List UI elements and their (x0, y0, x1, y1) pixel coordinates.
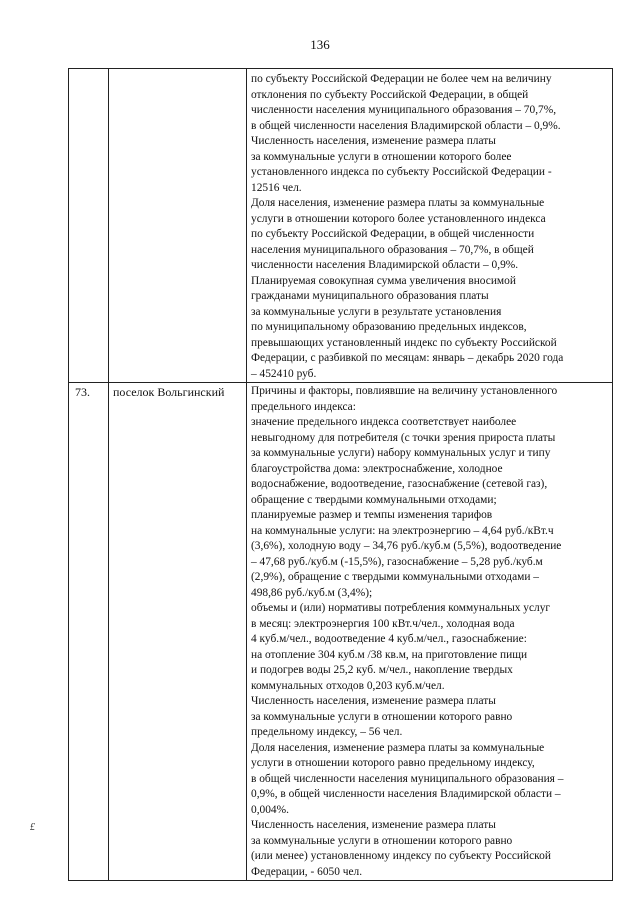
row-number-cell: 73. (69, 383, 109, 881)
text-line: Численность населения, изменение размера платы (251, 819, 496, 831)
text-line: невыгодному для потребителя (с точки зрения прироста платы (251, 431, 556, 444)
text-line: по субъекту Российской Федерации, в общей численности (251, 228, 535, 240)
text-line: отклонения по субъекту Российской Федерации, в общей (251, 88, 529, 101)
text-line: коммунальных отходов 0,203 куб.м/чел. (251, 679, 445, 692)
text-line: (2,9%), обращение с твердыми коммунальными отходами – (251, 571, 539, 583)
text-line: в общей численности населения Владимирской области – 0,9%. (251, 119, 561, 132)
description-cell (247, 69, 613, 383)
text-line: предельному индексу, – 56 чел. (251, 726, 403, 738)
text-line: 4 куб.м/чел., водоотведение 4 куб.м/чел., газоснабжение: (251, 633, 527, 645)
text-line: Федерации, - 6050 чел. (251, 865, 363, 878)
text-line: Доля населения, изменение размера платы за коммунальные (251, 197, 545, 209)
text-line: планируемые размер и темпы изменения тарифов (251, 509, 493, 521)
text-line: водоснабжение, водоотведение, газоснабжение (сетевой газ), (251, 478, 548, 490)
text-line: Федерации, с разбивкой по месяцам: январь – декабрь 2020 года (251, 352, 564, 364)
text-line: на отопление 304 куб.м /38 кв.м, на приготовление пищи (251, 648, 528, 661)
text-line: (3,6%), холодную воду – 34,76 руб./куб.м (5,5%), водоотведение (251, 540, 562, 552)
text-line: 0,9%, в общей численности населения Владимирской области – (251, 788, 561, 800)
row-number-cell (69, 69, 109, 383)
text-line: 498,86 руб./куб.м (3,4%); (251, 586, 373, 599)
text-line: на коммунальные услуги: на электроэнергию – 4,64 руб./кВт.ч (251, 524, 554, 537)
text-line: за коммунальные услуги в отношении которого более (251, 150, 512, 163)
text-line: 0,004%. (251, 803, 289, 816)
text-line: за коммунальные услуги) набору коммунальных услуг и типу (251, 447, 551, 459)
municipality-name-cell (109, 69, 247, 383)
text-line: обращение с твердыми коммунальными отходами; (251, 493, 497, 506)
text-line: гражданами муниципального образования платы (251, 290, 489, 302)
text-line: 12516 чел. (251, 181, 302, 194)
text-line: Численность населения, изменение размера платы (251, 695, 496, 707)
text-line: в месяц: электроэнергия 100 кВт.ч/чел., холодная вода (251, 617, 515, 630)
municipality-name-cell: поселок Вольгинский (109, 383, 247, 881)
text-line: значение предельного индекса соответствует наиболее (251, 416, 517, 428)
text-line: благоустройства дома: электроснабжение, холодное (251, 462, 503, 475)
text-line: Планируемая совокупная сумма увеличения вносимой (251, 274, 516, 287)
text-line: за коммунальные услуги в результате установления (251, 305, 502, 318)
text-line: услуги в отношении которого равно предельному индексу, (251, 757, 535, 769)
description-cell (247, 383, 613, 881)
margin-handwritten-mark: £ (30, 822, 35, 833)
text-line: (или менее) установленному индексу по субъекту Российской (251, 850, 551, 862)
text-line: в общей численности населения муниципального образования – (251, 772, 564, 785)
table-row (69, 69, 613, 383)
text-line: численности населения Владимирской области – 0,9%. (251, 259, 519, 271)
table-row (69, 383, 613, 881)
text-line: – 452410 руб. (251, 367, 317, 380)
text-line: за коммунальные услуги в отношении которого равно (251, 710, 513, 723)
text-line: населения муниципального образования – 70,7%, в общей (251, 243, 534, 256)
indices-table (68, 68, 613, 881)
text-line: превышающих установленный индекс по субъекту Российской (251, 336, 557, 349)
text-line: объемы и (или) нормативы потребления коммунальных услуг (251, 602, 551, 614)
text-line: Численность населения, изменение размера платы (251, 135, 496, 147)
text-line: Причины и факторы, повлиявшие на величину установленного (251, 385, 558, 397)
text-line: за коммунальные услуги в отношении которого равно (251, 834, 513, 847)
text-line: по муниципальному образованию предельных индексов, (251, 321, 527, 333)
page-number: 136 (310, 37, 330, 52)
text-line: по субъекту Российской Федерации не более чем на величину (251, 73, 552, 85)
text-line: Доля населения, изменение размера платы за коммунальные (251, 741, 545, 754)
text-line: услуги в отношении которого более установленного индекса (251, 212, 546, 225)
text-line: и подогрев воды 25,2 куб. м/чел., накопление твердых (251, 664, 513, 676)
text-line: предельного индекса: (251, 400, 356, 413)
text-line: установленного индекса по субъекту Российской Федерации - (251, 166, 552, 178)
text-line: численности населения муниципального образования – 70,7%, (251, 104, 557, 116)
text-line: – 47,68 руб./куб.м (-15,5%), газоснабжение – 5,28 руб./куб.м (251, 555, 543, 568)
